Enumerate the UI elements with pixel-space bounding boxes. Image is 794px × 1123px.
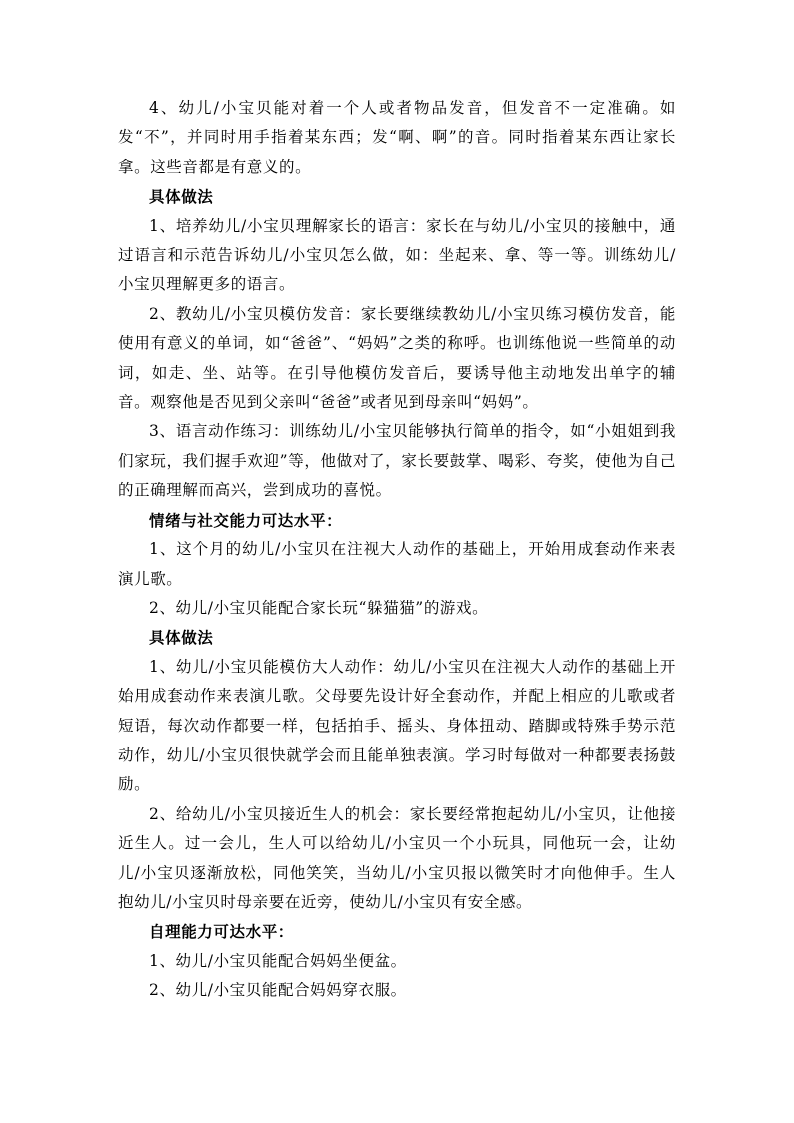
paragraph-social-method-1: 1、幼儿/小宝贝能模仿大人动作：幼儿/小宝贝在注视大人动作的基础上开始用成套动作来表演儿歌。父母要先设计好全套动作，并配上相应的儿歌或者短语，每次动作都要一样，包括拍手、摇头、身体扭动、踏脚或特殊手势示范动作，幼儿/小宝贝很快就学会而且能单独表演。学习时每做对一种都要表扬鼓励。 (118, 657, 676, 794)
paragraph-method-1: 1、培养幼儿/小宝贝理解家长的语言：家长在与幼儿/小宝贝的接触中，通过语言和示范告诉幼儿/小宝贝怎么做，如：坐起来、拿、等一等。训练幼儿/小宝贝理解更多的语言。 (118, 216, 676, 294)
paragraph-social-2: 2、幼儿/小宝贝能配合家长玩“躲猫猫”的游戏。 (149, 598, 489, 617)
section-heading-methods-2: 具体做法 (149, 628, 214, 648)
paragraph-social-1: 1、这个月的幼儿/小宝贝在注视大人动作的基础上，开始用成套动作来表演儿歌。 (118, 540, 676, 588)
paragraph-social-method-2: 2、给幼儿/小宝贝接近生人的机会：家长要经常抱起幼儿/小宝贝，让他接近生人。过一会儿，生人可以给幼儿/小宝贝一个小玩具，同他玩一会，让幼儿/小宝贝逐渐放松，同他笑笑，当幼儿/小宝贝报以微笑时才向他伸手。生人抱幼儿/小宝贝时母亲要在近旁，使幼儿/小宝贝有安全感。 (118, 804, 676, 911)
paragraph-method-3: 3、语言动作练习：训练幼儿/小宝贝能够执行简单的指令，如“小姐姐到我们家玩，我们握手欢迎”等，他做对了，家长要鼓掌、喝彩、夸奖，使他为自己的正确理解而高兴，尝到成功的喜悦。 (118, 422, 676, 500)
paragraph-method-2: 2、教幼儿/小宝贝模仿发音：家长要继续教幼儿/小宝贝练习模仿发音，能使用有意义的单词，如“爸爸”、“妈妈”之类的称呼。也训练他说一些简单的动词，如走、坐、站等。在引导他模仿发音后，要诱导他主动地发出单字的辅音。观察他是否见到父亲叫“爸爸”或者见到母亲叫“妈妈”。 (118, 304, 676, 412)
section-heading-methods: 具体做法 (149, 187, 214, 207)
section-heading-selfcare: 自理能力可达水平： (149, 922, 294, 942)
paragraph-intro-item-4: 4、幼儿/小宝贝能对着一个人或者物品发音，但发音不一定准确。如发“不”，并同时用手指着某东西；发“啊、啊”的音。同时指着某东西让家长拿。这些音都是有意义的。 (118, 99, 676, 176)
section-heading-social: 情绪与社交能力可达水平： (149, 510, 343, 530)
paragraph-selfcare-2: 2、幼儿/小宝贝能配合妈妈穿衣服。 (149, 981, 407, 1000)
paragraph-selfcare-1: 1、幼儿/小宝贝能配合妈妈坐便盆。 (149, 951, 407, 970)
